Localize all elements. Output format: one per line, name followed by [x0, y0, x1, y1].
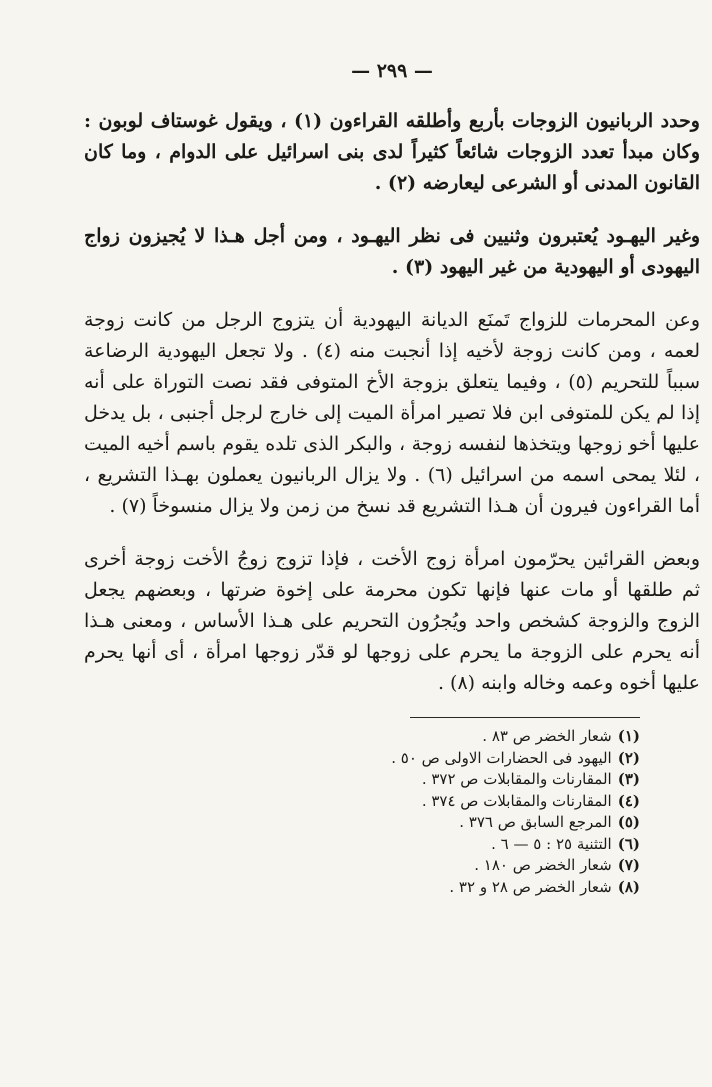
footnotes [391, 717, 640, 898]
footnote-text: المقارنات والمقابلات ص ٣٧٢ . [421, 770, 612, 788]
footnote-text: المرجع السابق ص ٣٧٦ . [459, 813, 612, 831]
footnote-text: اليهود فى الحضارات الاولى ص ٥٠ . [391, 748, 612, 767]
footnote-number: (٦) [617, 834, 640, 853]
paragraph-1: وحدد الربانيون الزوجات بأربع وأطلقه القراءون (١) ، ويقول غوستاف لوبون : وكان مبدأ تعدد الزوجات شائعاً كثيراً لدى بنى اسرائيل على الدوام ، وما كان القانون المدنى أو الشرعى ليعارضه (٢) . [84, 110, 700, 194]
footnote-text: التثنية ٢٥ : ٥ — ٦ . [491, 834, 612, 853]
footnote-item [410, 769, 640, 791]
footnote-number: (١) [617, 727, 640, 745]
footnote-item [410, 791, 640, 813]
paragraph-3: وعن المحرمات للزواج تَمنَع الديانة اليهودية أن يتزوج الرجل من كانت زوجة لعمه ، ومن كانت زوجة لأخيه إذا أنجبت منه (٤) . ولا تجعل اليهودية الرضاعة سبباً للتحريم (٥) ، وفيما يتعلق بزوجة الأخ المتوفى فقد نصت التوراة على أنه إذا لم يكن للمتوفى ابن فلا تصير امرأة الميت إلى خارج لرجل أجنبى ، بل يدخل عليها أخو زوجها ويتخذها لنفسه زوجة ، والبكر الذى تلده يقوم باسم أخيه الميت ، لئلا يمحى اسمه من اسرائيل (٦) . ولا يزال الربانيون يعملون بهـذا التشريع ، أما القراءون فيرون أن هـذا التشريع قد نسخ من زمن ولا يزال منسوخاً (٧) . [84, 309, 700, 517]
footnote-item [410, 726, 640, 748]
footnote-item [391, 748, 640, 770]
footnote-item [410, 877, 640, 899]
footnote-text: شعار الخضر ص ١٨٠ . [474, 856, 612, 874]
footnote-text: شعار الخضر ص ٨٣ . [482, 727, 612, 745]
paragraph-2: وغير اليهـود يُعتبرون وثنيين فى نظر اليهـود ، ومن أجل هـذا لا يُجيزون زواج اليهودى أو اليهودية من غير اليهود (٣) . [84, 225, 700, 278]
footnote-number: (٧) [617, 856, 640, 874]
footnote-text: شعار الخضر ص ٢٨ و ٣٢ . [449, 877, 612, 896]
footnote-number: (٣) [617, 770, 640, 788]
footnote-text: المقارنات والمقابلات ص ٣٧٤ . [421, 791, 612, 810]
page-number: — ٢٩٩ — [351, 60, 433, 82]
footnote-item [410, 834, 640, 856]
footnote-item [410, 812, 640, 834]
footnote-number: (٨) [617, 877, 640, 896]
paragraph-4: وبعض القرائين يحرّمون امرأة زوج الأخت ، فإذا تزوج زوجُ الأخت زوجة أخرى ثم طلقها أو مات عنها فإنها تكون محرمة على إخوة ضرتها ، وبعضهم يجعل الزوج والزوجة كشخص واحد ويُجرُون التحريم على هـذا الأساس ، ومعنى هـذا أنه يحرم على الزوجة ما يحرم على زوجها لو قدّر زوجها امرأة ، أى أنها يحرم عليها أخوه وعمه وخاله وابنه (٨) . [84, 548, 700, 694]
footnote-item [410, 855, 640, 877]
footnote-list [391, 726, 640, 898]
footnote-number: (٢) [617, 748, 640, 767]
book-page [84, 60, 700, 898]
footnote-number: (٥) [617, 813, 640, 831]
footnote-number: (٤) [617, 791, 640, 810]
